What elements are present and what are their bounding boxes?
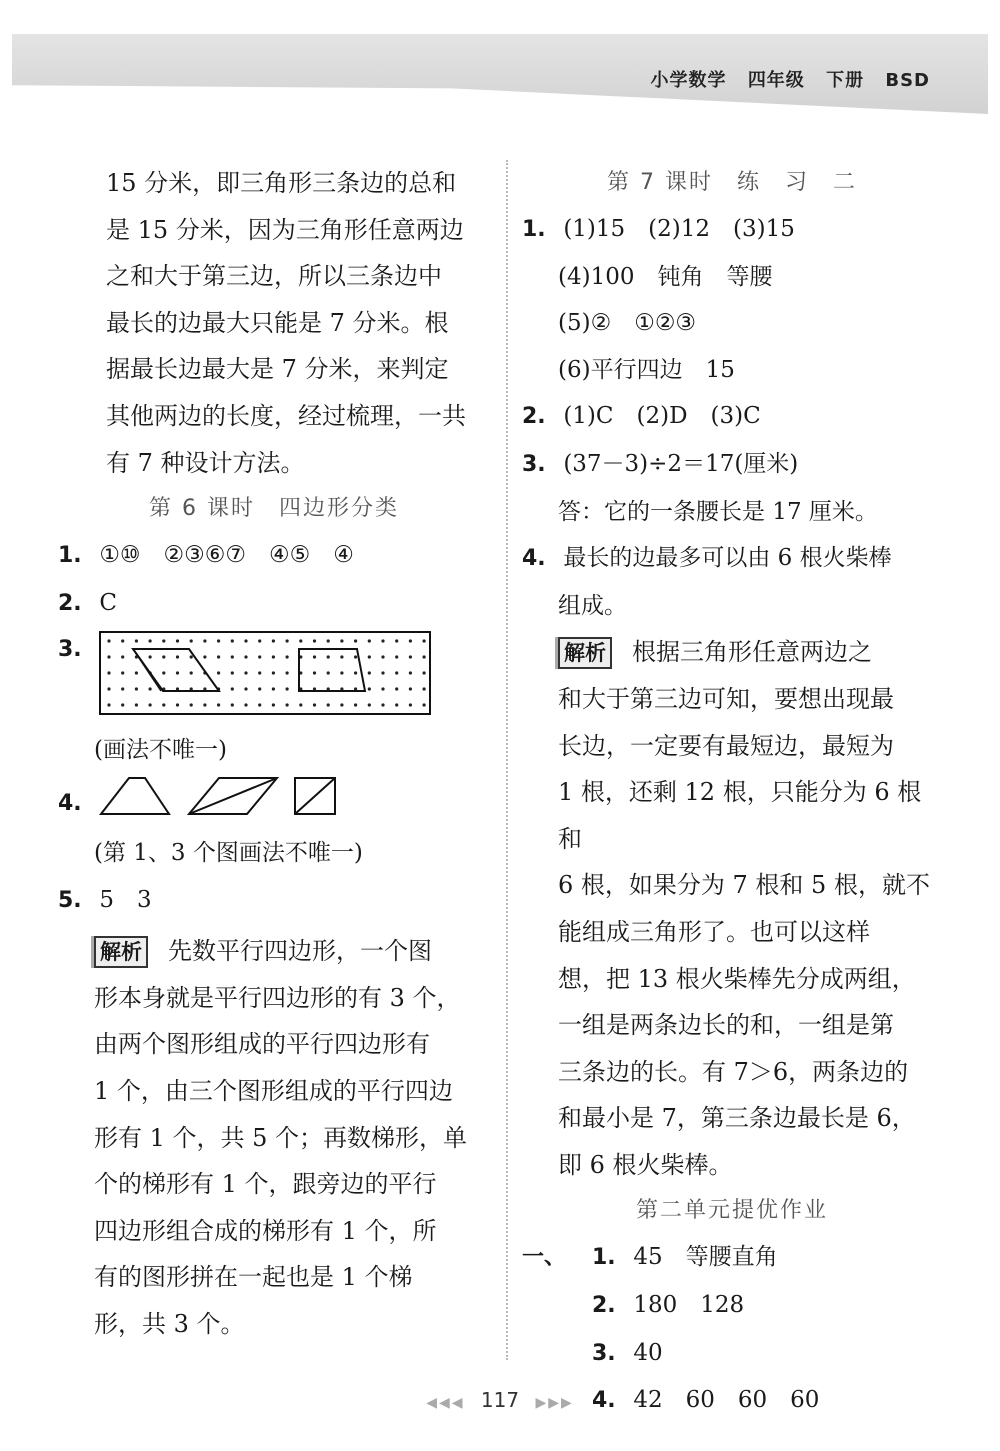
analysis-line: 一组是两条边长的和，一组是第 [558,1011,894,1040]
intro-line: 是 15 分米，因为三角形任意两边 [106,215,464,244]
grid-dot [108,704,111,707]
question-number: 4. [522,546,546,572]
grid-dot [272,656,275,659]
grid-dot [231,688,234,691]
analysis-badge: 解析 [94,936,148,968]
question-number: 3. [58,637,82,663]
grid-dot [176,672,179,675]
grid-dot [245,640,248,643]
grid-dot [135,640,138,643]
grid-dot [217,672,220,675]
question-number: 3. [592,1340,616,1366]
grid-dot [327,704,330,707]
grid-dot [121,656,124,659]
header-grade: 四年级 [747,70,805,91]
analysis-line: 三条边的长。有 7＞6，两条边的 [558,1057,909,1086]
analysis-first-line [558,629,942,676]
header-volume: 下册 [826,70,865,91]
l-question-4 [58,774,490,830]
grid-dot [176,640,179,643]
grid-dot [327,672,330,675]
header-subject: 小学数学 [650,70,727,91]
right-analysis [522,629,942,1188]
grid-dot [368,704,371,707]
grid-dot [354,656,357,659]
question-number: 1. [522,217,546,242]
r-question-3 [522,441,942,489]
grid-dot [190,640,193,643]
intro-line: 最长的边最大只能是 7 分米。根 [106,308,449,337]
l-question-5 [58,877,490,925]
grid-dot [176,656,179,659]
answer: 42 60 60 60 [633,1387,820,1414]
analysis-badge: 解析 [558,637,612,669]
grid-dot [176,704,179,707]
intro-line: 其他两边的长度，经过梳理，一共 [106,401,466,430]
grid-dot [135,672,138,675]
answer-line: (6)平行四边 15 [558,356,735,383]
grid-dot [409,688,412,691]
diagonal-line [295,778,335,814]
dot-grid-figure [99,631,431,732]
grid-dot [231,672,234,675]
answer: C [99,589,117,616]
answer: (1)C (2)D (3)C [563,403,761,430]
question-number: 4. [58,791,82,817]
question-number: 2. [592,1293,616,1319]
grid-dot [272,688,275,691]
grid-dot [286,656,289,659]
grid-dot [108,672,111,675]
grid-dot [368,688,371,691]
analysis-line: 形有 1 个，共 5 个；再数梯形，单 [94,1123,468,1152]
grid-dot [286,640,289,643]
grid-dot [313,704,316,707]
analysis-line: 能组成三角形了。也可以这样 [558,917,870,946]
intro-paragraph [58,160,490,486]
answer-line: (5)② ①②③ [558,310,697,337]
grid-dot [231,704,234,707]
grid-dot [149,640,152,643]
question-number: 2. [522,404,546,430]
analysis-line: 形，共 3 个。 [94,1309,245,1338]
answer-reply: 答：它的一条腰长是 17 厘米。 [558,498,878,525]
r-question-2 [522,393,942,441]
lesson6-title: 第 6 课时 四边形分类 [149,496,399,522]
answer: 180 128 [633,1292,745,1319]
left-arrows-icon: ◀◀◀ [426,1395,465,1411]
grid-dot [204,640,207,643]
grid-dot [190,656,193,659]
question-number: 1. [58,543,82,569]
question-number: 3. [522,451,546,477]
grid-dot [258,704,261,707]
right-column [522,160,942,1425]
analysis-line: 和大于第三边可知，要想出现最 [558,684,894,713]
grid-dot [163,656,166,659]
grid-dot [409,704,412,707]
grid-dot [163,704,166,707]
unit-title: 第二单元提优作业 [635,1198,828,1224]
grid-dot [204,704,207,707]
lesson7-title: 第 7 课时 练 习 二 [607,170,857,195]
grid-dot [354,704,357,707]
intro-line: 据最长边最大是 7 分米，来判定 [106,355,449,384]
grid-dot [272,704,275,707]
question-number: 1. [592,1245,616,1271]
r-question-1 [522,206,942,254]
grid-dot [272,640,275,643]
page-number: 117 [480,1388,520,1412]
answer: 最长的边最多可以由 6 根火柴棒 [563,545,892,572]
answer-line: (4)100 钝角 等腰 [558,263,773,290]
grid-dot [149,704,152,707]
trapezoid-shape [101,778,169,814]
grid-dot [395,672,398,675]
analysis-line: 想，把 13 根火柴棒先分成两组， [558,964,916,993]
grid-dot [217,704,220,707]
grid-dot [245,656,248,659]
dot-grid-svg [99,631,431,715]
grid-dot [231,656,234,659]
grid-dot [108,640,111,643]
analysis-first-line [94,928,490,975]
grid-dot [286,688,289,691]
diagonal-line [189,778,277,814]
grid-dot [327,656,330,659]
grid-dot [204,656,207,659]
analysis-line: 有的图形拼在一起也是 1 个梯 [94,1263,413,1292]
analysis-line: 形本身就是平行四边形的有 3 个， [94,983,461,1012]
analysis-line: 即 6 根火柴棒。 [558,1150,733,1179]
grid-dot [341,640,344,643]
grid-dot [108,688,111,691]
grid-dot [245,672,248,675]
grid-dot [382,640,385,643]
grid-dot [313,656,316,659]
grid-dot [327,640,330,643]
grid-dot [423,640,426,643]
left-column [58,160,490,1347]
page-footer [0,1388,1000,1412]
grid-dot [231,640,234,643]
grid-dot [258,640,261,643]
intro-line: 15 分米，即三角形三条边的总和 [106,169,457,197]
grid-dot [190,704,193,707]
shapes-svg [99,774,349,818]
left-analysis [58,928,490,1347]
grid-dot [354,672,357,675]
analysis-line: 个的梯形有 1 个，跟旁边的平行 [94,1170,437,1199]
grid-dot [423,704,426,707]
grid-dot [341,704,344,707]
grid-dot [258,688,261,691]
grid-dot [423,688,426,691]
grid-dot [121,640,124,643]
l-question-3 [58,627,490,727]
grid-dot [217,640,220,643]
analysis-line: 和最小是 7，第三条边最长是 6， [558,1104,916,1133]
right-arrows-icon: ▶▶▶ [535,1395,574,1411]
grid-dot [108,656,111,659]
grid-dot [368,672,371,675]
grid-dot [395,688,398,691]
quadrilateral-shapes [99,774,349,835]
grid-dot [163,640,166,643]
grid-dot [423,672,426,675]
grid-dot [190,672,193,675]
grid-dot [382,672,385,675]
grid-dot [121,688,124,691]
grid-dot [135,704,138,707]
unit-item [522,1234,942,1282]
grid-dot [286,672,289,675]
grid-dot [286,704,289,707]
grid-dot [149,688,152,691]
q4-note: (第 1、3 个图画法不唯一) [94,839,363,866]
grid-dot [313,640,316,643]
grid-dot [149,656,152,659]
answer: 5 3 [99,886,152,913]
answer-line: 组成。 [558,592,627,619]
answer: 40 [633,1339,663,1366]
grid-dot [368,656,371,659]
analysis-line: 长边，一定要有最短边，最短为 [558,731,894,760]
header-edition: BSD [885,70,930,91]
grid-dot [368,640,371,643]
grid-dot [258,672,261,675]
grid-dot [135,688,138,691]
question-number: 4. [592,1388,616,1414]
answer: (37－3)÷2＝17(厘米) [563,450,799,477]
grid-dot [121,704,124,707]
grid-dot [258,656,261,659]
analysis-line: 1 根，还剩 12 根，只能分为 6 根和 [558,778,922,853]
grid-dot [245,688,248,691]
intro-line: 之和大于第三边，所以三条边中 [106,262,442,291]
analysis-text: 先数平行四边形，一个图 [168,937,432,966]
analysis-line: 1 个，由三个图形组成的平行四边 [94,1076,453,1105]
grid-dot [395,640,398,643]
header-info [637,66,930,92]
grid-dot [382,704,385,707]
grid-dot [395,704,398,707]
analysis-line: 四边形组合成的梯形有 1 个，所 [94,1216,437,1245]
grid-dot [217,656,220,659]
grid-dot [300,640,303,643]
question-number: 2. [58,590,82,616]
grid-dot [163,672,166,675]
answer: (1)15 (2)12 (3)15 [563,216,795,242]
grid-dot [272,672,275,675]
grid-dot [354,640,357,643]
part-label: 一、 [522,1245,567,1271]
grid-dot [409,656,412,659]
grid-dot [382,656,385,659]
analysis-text: 根据三角形任意两边之 [632,638,872,667]
answer: ①⑩ ②③⑥⑦ ④⑤ ④ [99,542,354,569]
r-question-4 [522,535,942,583]
grid-dot [382,688,385,691]
grid-dot [423,656,426,659]
column-divider [506,160,508,1360]
grid-dot [341,672,344,675]
l-question-1 [58,532,490,580]
grid-dot [409,640,412,643]
question-number: 5. [58,887,82,913]
unit-item [522,1330,942,1378]
grid-dot [313,672,316,675]
answer: 45 等腰直角 [633,1244,778,1271]
grid-dot [245,704,248,707]
intro-line: 有 7 种设计方法。 [106,448,305,477]
q3-note: (画法不唯一) [94,737,227,764]
unit-item [522,1282,942,1330]
grid-dot [409,672,412,675]
l-question-2 [58,580,490,628]
grid-dot [300,704,303,707]
grid-dot [395,656,398,659]
analysis-line: 由两个图形组成的平行四边形有 [94,1030,430,1059]
grid-dot [341,656,344,659]
grid-dot [121,672,124,675]
analysis-line: 6 根，如果分为 7 根和 5 根，就不 [558,871,930,900]
